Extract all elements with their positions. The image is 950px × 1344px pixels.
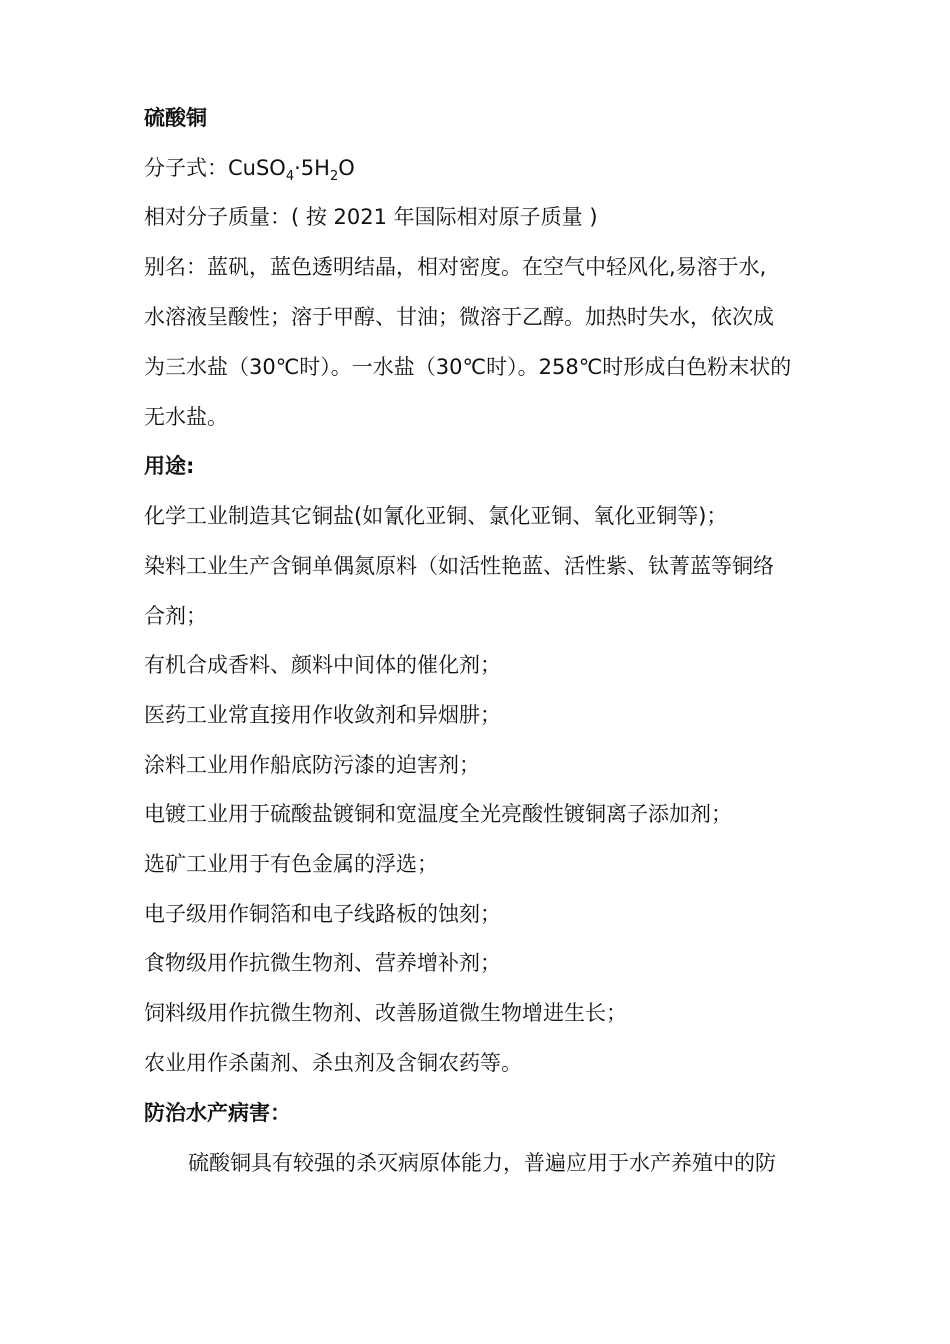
use-item: 染料工业生产含铜单偶氮原料（如活性艳蓝、活性紫、钛菁蓝等铜络: [144, 554, 774, 578]
description-line: 水溶液呈酸性；溶于甲醇、甘油；微溶于乙醇。加热时失水，依次成: [144, 305, 774, 329]
use-item: 涂料工业用作船底防污漆的迫害剂；: [144, 753, 480, 777]
use-item: 化学工业制造其它铜盐(如氰化亚铜、氯化亚铜、氧化亚铜等)；: [144, 504, 728, 528]
use-item: 饲料级用作抗微生物剂、改善肠道微生物增进生长；: [144, 1001, 627, 1025]
relative-mass-line: 相对分子质量：( 按 2021 年国际相对原子质量 ): [144, 205, 598, 229]
use-item: 有机合成香料、颜料中间体的催化剂；: [144, 653, 501, 677]
use-item: 选矿工业用于有色金属的浮选；: [144, 852, 438, 876]
use-item: 电镀工业用于硫酸盐镀铜和宽温度全光亮酸性镀铜离子添加剂；: [144, 802, 732, 826]
uses-heading: 用途:: [144, 454, 195, 478]
use-item: 医药工业常直接用作收敛剂和异烟肼；: [144, 703, 501, 727]
document-title: 硫酸铜: [144, 106, 207, 130]
formula-part: O: [338, 156, 355, 180]
use-item: 农业用作杀菌剂、杀虫剂及含铜农药等。: [144, 1051, 522, 1075]
formula-subscript: 4: [285, 169, 295, 184]
fishery-heading: 防治水产病害：: [144, 1101, 291, 1125]
description-line: 别名：蓝矾，蓝色透明结晶，相对密度。在空气中轻风化,易溶于水,: [144, 255, 767, 279]
description-line: 为三水盐（30℃时）。一水盐（30℃时）。258℃时形成白色粉末状的: [144, 355, 792, 379]
use-item: 食物级用作抗微生物剂、营养增补剂；: [144, 951, 501, 975]
molecular-formula: [144, 151, 834, 185]
formula-label: 分子式：: [144, 156, 228, 180]
formula-subscript: 2: [329, 169, 339, 184]
formula-part: ·5H: [294, 156, 330, 180]
use-item: 合剂；: [144, 604, 207, 628]
description-line: 无水盐。: [144, 405, 228, 429]
formula-part: CuSO: [228, 156, 286, 180]
fishery-paragraph: 硫酸铜具有较强的杀灭病原体能力，普遍应用于水产养殖中的防: [188, 1151, 776, 1175]
use-item: 电子级用作铜箔和电子线路板的蚀刻；: [144, 902, 501, 926]
